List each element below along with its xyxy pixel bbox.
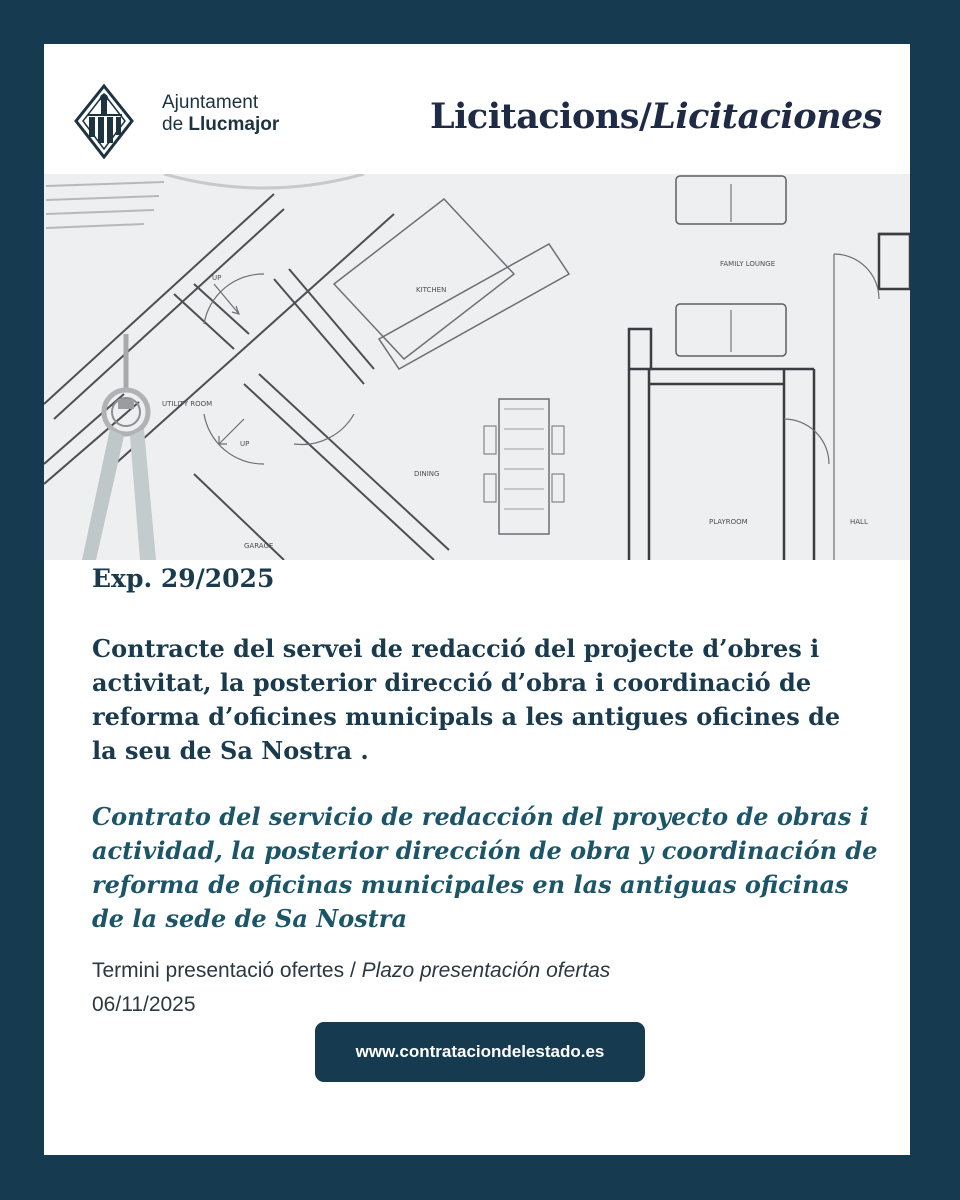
deadline-date: 06/11/2025 xyxy=(92,993,196,1016)
llucmajor-logo-icon xyxy=(74,84,134,159)
description-catalan: Contracte del servei de redacció del projecte d’obres i activitat, la posterior direcció d’obra i coordinació de reforma d’oficines municipals a les antigues oficines de la seu de Sa Nostra . xyxy=(92,634,841,765)
plan-label-utility-room: UTILITY ROOM xyxy=(162,400,213,408)
title-catalan: Licitacions/ xyxy=(430,96,652,137)
org-name-town: Llucmajor xyxy=(188,114,280,135)
blueprint-image xyxy=(44,174,910,560)
org-name-line2 xyxy=(162,114,279,136)
plan-label-hall: HALL xyxy=(850,518,868,526)
plan-label-playroom: PLAYROOM xyxy=(709,518,748,526)
plan-label-dining: DINING xyxy=(414,470,440,478)
deadline-label-catalan: Termini presentació ofertes / xyxy=(92,959,362,982)
plan-label-family-lounge: FAMILY LOUNGE xyxy=(720,260,776,268)
org-name xyxy=(162,92,279,136)
deadline-label xyxy=(92,954,610,988)
plan-label-up-1: UP xyxy=(212,274,222,282)
org-name-line1: Ajuntament xyxy=(162,92,259,113)
title-spanish: Licitaciones xyxy=(651,96,882,137)
expedient-number: Exp. 29/2025 xyxy=(92,564,275,593)
header xyxy=(44,44,910,174)
page-title xyxy=(430,96,882,137)
contratacion-link-button[interactable]: www.contrataciondelestado.es xyxy=(315,1022,645,1082)
deadline xyxy=(92,954,610,1022)
blueprint-illustration xyxy=(44,174,910,560)
deadline-label-spanish: Plazo presentación ofertas xyxy=(361,959,611,982)
plan-label-kitchen: KITCHEN xyxy=(416,286,447,294)
org-name-prefix: de xyxy=(162,114,184,135)
announcement-card xyxy=(44,44,910,1155)
plan-label-up-2: UP xyxy=(240,440,250,448)
plan-label-garage: GARAGE xyxy=(244,542,274,550)
description-spanish: Contrato del servicio de redacción del proyecto de obras i actividad, la posterior dirección de obra y coordinación de reforma de oficinas municipales en las antiguas oficinas de la sede de Sa Nostra xyxy=(92,802,878,933)
